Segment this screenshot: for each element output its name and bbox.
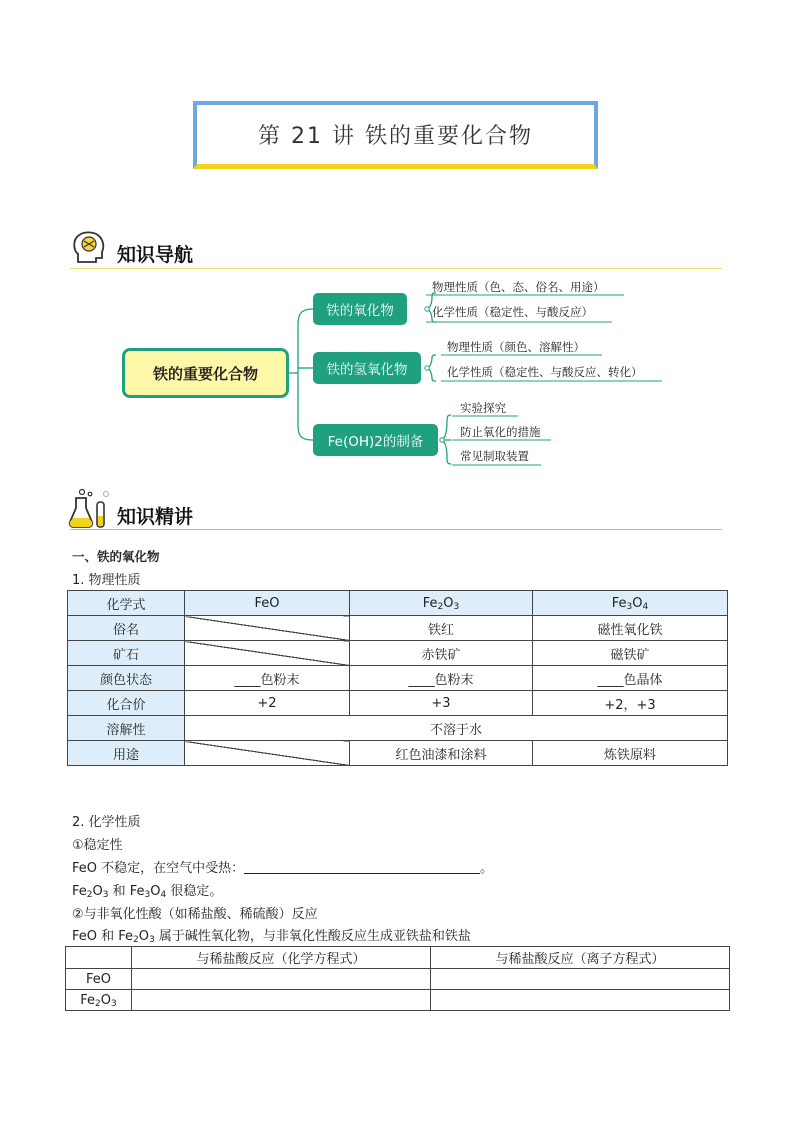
table-cell-merged: 不溶于水	[185, 716, 728, 741]
mindmap-leaf: 防止氧化的措施	[460, 425, 541, 439]
acid-reaction-title: ②与非氧化性酸（如稀盐酸、稀硫酸）反应	[72, 907, 318, 922]
mindmap-leaf: 化学性质（稳定性、与酸反应、转化）	[447, 365, 643, 379]
mindmap-leaf: 物理性质（色、态、俗名、用途）	[432, 280, 605, 294]
mindmap-leaf: 物理性质（颜色、溶解性）	[447, 340, 585, 354]
answer-blank	[244, 861, 480, 874]
empty-diagonal-cell	[185, 616, 350, 641]
table-header-cell: $Fe_3O_4$	[533, 591, 728, 616]
answer-cell[interactable]	[132, 969, 431, 990]
table-cell: 赤铁矿	[350, 641, 533, 666]
table-header-row	[66, 947, 730, 969]
sentence-end: 。	[480, 861, 494, 876]
table-row	[68, 691, 728, 716]
row-label: 化合价	[68, 691, 185, 716]
nav-heading: 知识导航	[117, 244, 194, 266]
table-header-cell	[66, 947, 132, 969]
row-label: FeO	[66, 969, 132, 990]
mindmap-node-hydroxides: 铁的氢氧化物	[313, 352, 421, 384]
table-cell: +3	[350, 691, 533, 716]
feo-stability-text: FeO 不稳定，在空气中受热：	[72, 861, 245, 876]
lecture-heading: 知识精讲	[117, 506, 194, 528]
table-row	[68, 641, 728, 666]
stability-title: ①稳定性	[72, 838, 123, 853]
table-header-cell: 化学式	[68, 591, 185, 616]
empty-diagonal-cell	[185, 641, 350, 666]
row-label: 用途	[68, 741, 185, 766]
row-label: $Fe_2O_3$	[66, 990, 132, 1011]
table-cell: +2，+3	[533, 691, 728, 716]
table-cell: 磁性氧化铁	[533, 616, 728, 641]
table-row	[68, 616, 728, 641]
table-cell: 红色油漆和涂料	[350, 741, 533, 766]
mindmap-root: 铁的重要化合物	[122, 348, 289, 398]
mindmap-node-preparation: Fe(OH)2的制备	[313, 424, 438, 456]
table-row	[66, 990, 730, 1011]
answer-cell[interactable]	[431, 990, 730, 1011]
table-row	[68, 666, 728, 691]
table-row	[68, 716, 728, 741]
mindmap-leaf: 常见制取装置	[460, 449, 529, 463]
table-header-cell: $Fe_2O_3$	[350, 591, 533, 616]
lab-flask-icon	[68, 488, 112, 530]
sub-2-title: 2. 化学性质	[72, 815, 141, 830]
acid-reaction-desc: FeO 和 $Fe_2O_3$ 属于碱性氧化物，与非氧化性酸反应生成亚铁盐和铁盐	[72, 929, 471, 945]
sub-1-title: 1. 物理性质	[72, 573, 141, 588]
table-cell: 炼铁原料	[533, 741, 728, 766]
row-label: 俗名	[68, 616, 185, 641]
table-cell: ____色晶体	[533, 666, 728, 691]
table-cell: ____色粉末	[350, 666, 533, 691]
row-label: 溶解性	[68, 716, 185, 741]
table-cell: ____色粉末	[185, 666, 350, 691]
table-header-cell: FeO	[185, 591, 350, 616]
table-header-row	[68, 591, 728, 616]
feo-stability-line	[72, 857, 493, 876]
section-1-title: 一、铁的氧化物	[72, 549, 160, 564]
lecture-divider	[70, 529, 722, 530]
table-header-cell: 与稀盐酸反应（化学方程式）	[132, 947, 431, 969]
row-label: 颜色状态	[68, 666, 185, 691]
table-cell: 磁铁矿	[533, 641, 728, 666]
table-row	[68, 741, 728, 766]
table-row	[66, 969, 730, 990]
physical-properties-table	[67, 590, 728, 766]
mindmap-leaf: 实验探究	[460, 401, 506, 415]
row-label: 矿石	[68, 641, 185, 666]
mindmap-node-oxides: 铁的氧化物	[313, 293, 407, 325]
empty-diagonal-cell	[185, 741, 350, 766]
page-title: 第 21 讲 铁的重要化合物	[258, 124, 533, 149]
mindmap-leaf: 化学性质（稳定性、与酸反应）	[432, 305, 593, 319]
table-header-cell: 与稀盐酸反应（离子方程式）	[431, 947, 730, 969]
answer-cell[interactable]	[431, 969, 730, 990]
answer-cell[interactable]	[132, 990, 431, 1011]
table-cell: +2	[185, 691, 350, 716]
stable-oxides-line: $Fe_2O_3$ 和 $Fe_3O_4$ 很稳定。	[72, 884, 223, 900]
acid-reaction-table	[65, 946, 730, 1011]
table-cell: 铁红	[350, 616, 533, 641]
